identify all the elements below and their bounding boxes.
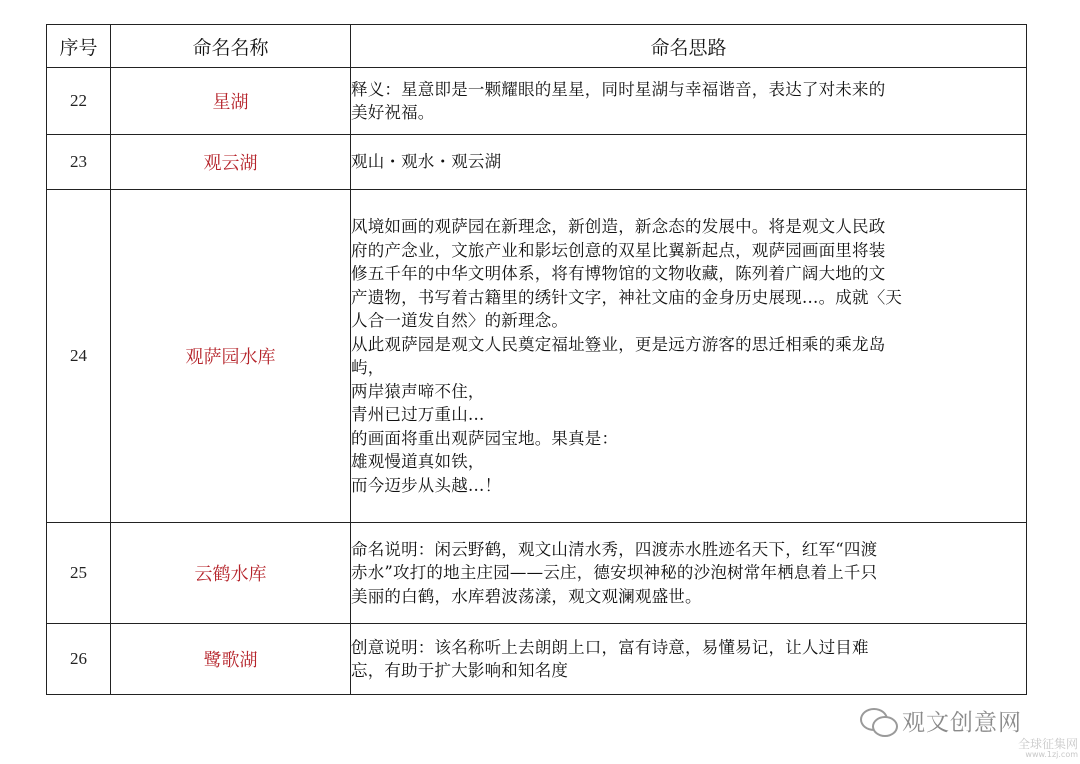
idea-line: 释义：星意即是一颗耀眼的星星，同时星湖与幸福谐音，表达了对未来的 [351,79,886,99]
row-idea [351,68,1027,135]
idea-line: 美丽的白鹤，水库碧波荡漾，观文观澜观盛世。 [351,586,702,606]
table-row [47,135,1027,190]
idea-line: 美好祝福。 [351,103,435,122]
idea-line: 观山・观水・观云湖 [351,152,502,172]
idea-line: 的画面将重出观萨园宝地。果真是： [351,428,619,448]
row-name: 鹭歌湖 [111,624,351,695]
row-number: 22 [47,68,111,135]
idea-line: 两岸猿声啼不住， [351,381,485,401]
row-number: 24 [47,190,111,523]
header-row [47,25,1027,68]
watermark-text: 观文创意网 [902,709,1022,736]
idea-line: 而今迈步从头越…！ [351,475,502,495]
row-number: 23 [47,135,111,190]
row-number: 26 [47,624,111,695]
row-number: 25 [47,523,111,624]
row-name: 观云湖 [111,135,351,190]
idea-line: 创意说明：该名称听上去朗朗上口，富有诗意，易懂易记，让人过目难 [351,637,869,657]
idea-line: 人合一道发自然〉的新理念。 [351,311,569,330]
row-name: 星湖 [111,68,351,135]
wechat-icon [858,704,898,736]
table-row [47,68,1027,135]
idea-line: 赤水”攻打的地主庄园——云庄，德安坝神秘的沙泡树常年栖息着上千只 [351,563,878,583]
header-name: 命名名称 [111,25,351,68]
idea-line: 雄观慢道真如铁， [351,452,485,471]
idea-line: 命名说明：闲云野鹤，观文山清水秀，四渡赤水胜迹名天下，红军“四渡 [351,539,878,559]
idea-line: 风境如画的观萨园在新理念，新创造，新念态的发展中。将是观文人民政 [351,217,886,236]
row-idea [351,135,1027,190]
idea-line: 青州已过万重山… [351,405,485,424]
idea-line: 屿， [351,358,385,377]
idea-line: 从此观萨园是观文人民奠定福址簦业，更是远方游客的思迁相乘的乘龙岛 [351,334,886,354]
idea-line: 府的产念业，文旅产业和影坛创意的双星比翼新起点，观萨园画面里将装 [351,240,886,260]
idea-line: 修五千年的中华文明体系，将有博物馆的文物收藏，陈列着广阔大地的文 [351,264,886,283]
row-idea [351,523,1027,624]
row-idea [351,190,1027,523]
table-row [47,624,1027,695]
header-idea: 命名思路 [351,25,1027,68]
site-watermark-name: 全球征集网 [1017,737,1078,751]
site-watermark [992,738,1078,760]
table-row [47,190,1027,523]
header-num: 序号 [47,25,111,68]
naming-table [46,24,1027,695]
row-name: 云鹤水库 [111,523,351,624]
site-watermark-url: www.1zj.com [1025,750,1078,759]
row-idea [351,624,1027,695]
table-row [47,523,1027,624]
idea-line: 产遗物，书写着古籍里的绣针文字，神社文庙的金身历史展现…。成就〈天 [351,287,903,307]
watermark [858,700,1068,740]
row-name: 观萨园水库 [111,190,351,523]
idea-line: 忘，有助于扩大影响和知名度 [351,661,569,680]
